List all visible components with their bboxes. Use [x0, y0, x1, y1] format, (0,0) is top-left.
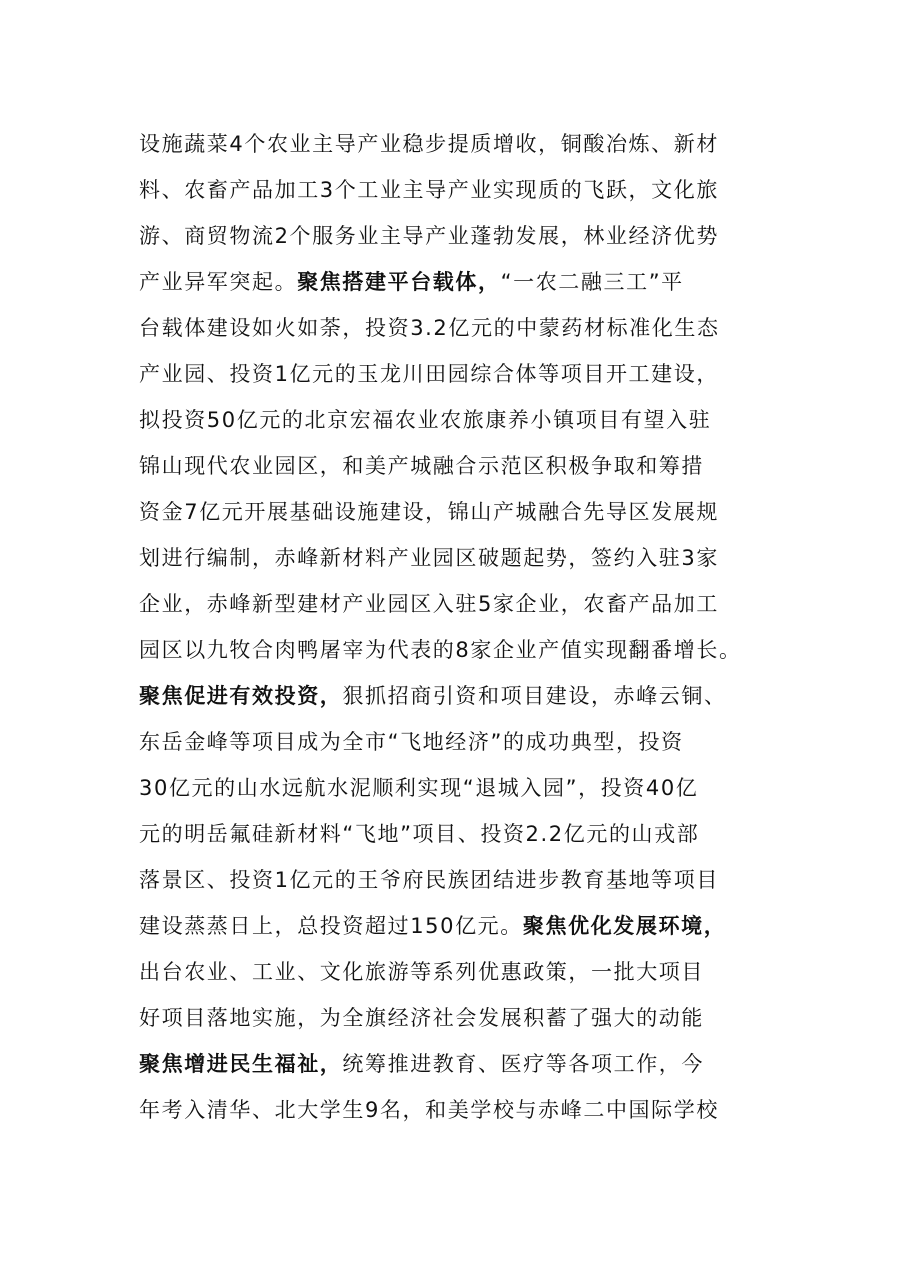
text-run: 园区以九牧合肉鸭屠宰为代表的8家企业产值实现翻番增长。 [139, 638, 742, 662]
text-line [139, 673, 799, 719]
text-run: 产业异军突起。 [139, 270, 298, 294]
text-line [139, 121, 799, 167]
text-line [139, 949, 799, 995]
text-run: “一农二融三工”平 [500, 270, 684, 294]
text-run: 企业，赤峰新型建材产业园区入驻5家企业，农畜产品加工 [139, 592, 719, 616]
text-run: 建设蒸蒸日上，总投资超过150亿元。 [139, 914, 523, 938]
text-line [139, 1087, 799, 1133]
body-text [139, 121, 799, 1133]
text-run: 料、农畜产品加工3个工业主导产业实现质的飞跃，文化旅 [139, 178, 719, 202]
text-line [139, 305, 799, 351]
text-line [139, 995, 799, 1041]
text-run: 元的明岳氟硅新材料“飞地”项目、投资2.2亿元的山戎部 [139, 822, 700, 846]
text-run: 东岳金峰等项目成为全市“飞地经济”的成功典型，投资 [139, 730, 684, 754]
text-line [139, 627, 799, 673]
text-run: 统筹推进教育、医疗等各项工作，今 [342, 1052, 705, 1076]
text-line [139, 443, 799, 489]
text-run: 30亿元的山水远航水泥顺利实现“退城入园”，投资40亿 [139, 776, 699, 800]
text-run: 产业园、投资1亿元的玉龙川田园综合体等项目开工建设， [139, 362, 719, 386]
text-run: 台载体建设如火如荼，投资3.2亿元的中蒙药材标准化生态 [139, 316, 720, 340]
text-line [139, 857, 799, 903]
text-line [139, 489, 799, 535]
bold-heading-phrase: 聚焦促进有效投资， [139, 684, 343, 708]
text-line [139, 259, 799, 305]
text-line [139, 351, 799, 397]
text-run: 资金7亿元开展基础设施建设，锦山产城融合先导区发展规 [139, 500, 719, 524]
bold-heading-phrase: 聚焦增进民生福祉， [139, 1052, 343, 1076]
text-run: 出台农业、工业、文化旅游等系列优惠政策，一批大项目 [139, 960, 704, 984]
text-line [139, 903, 799, 949]
bold-heading-phrase: 聚焦优化发展环境， [522, 914, 727, 938]
text-line [139, 535, 799, 581]
text-line [139, 811, 799, 857]
text-run: 年考入清华、北大学生9名，和美学校与赤峰二中国际学校 [139, 1098, 719, 1122]
text-run: 落景区、投资1亿元的王爷府民族团结进步教育基地等项目 [139, 868, 719, 892]
text-line [139, 397, 799, 443]
text-run: 狠抓招商引资和项目建设，赤峰云铜、 [342, 684, 727, 708]
text-line [139, 765, 799, 811]
text-run: 游、商贸物流2个服务业主导产业蓬勃发展，林业经济优势 [139, 224, 719, 248]
text-line [139, 581, 799, 627]
text-run: 锦山现代农业园区，和美产城融合示范区积极争取和筹措 [139, 454, 704, 478]
text-line [139, 719, 799, 765]
text-run: 划进行编制，赤峰新材料产业园区破题起势，签约入驻3家 [139, 546, 719, 570]
text-line [139, 213, 799, 259]
text-line [139, 1041, 799, 1087]
text-run: 好项目落地实施，为全旗经济社会发展积蓄了强大的动能 [139, 1006, 704, 1030]
text-line [139, 167, 799, 213]
bold-heading-phrase: 聚焦搭建平台载体， [297, 270, 501, 294]
text-run: 设施蔬菜4个农业主导产业稳步提质增收，铜酸冶炼、新材 [139, 132, 719, 156]
text-run: 拟投资50亿元的北京宏福农业农旅康养小镇项目有望入驻 [139, 408, 712, 432]
